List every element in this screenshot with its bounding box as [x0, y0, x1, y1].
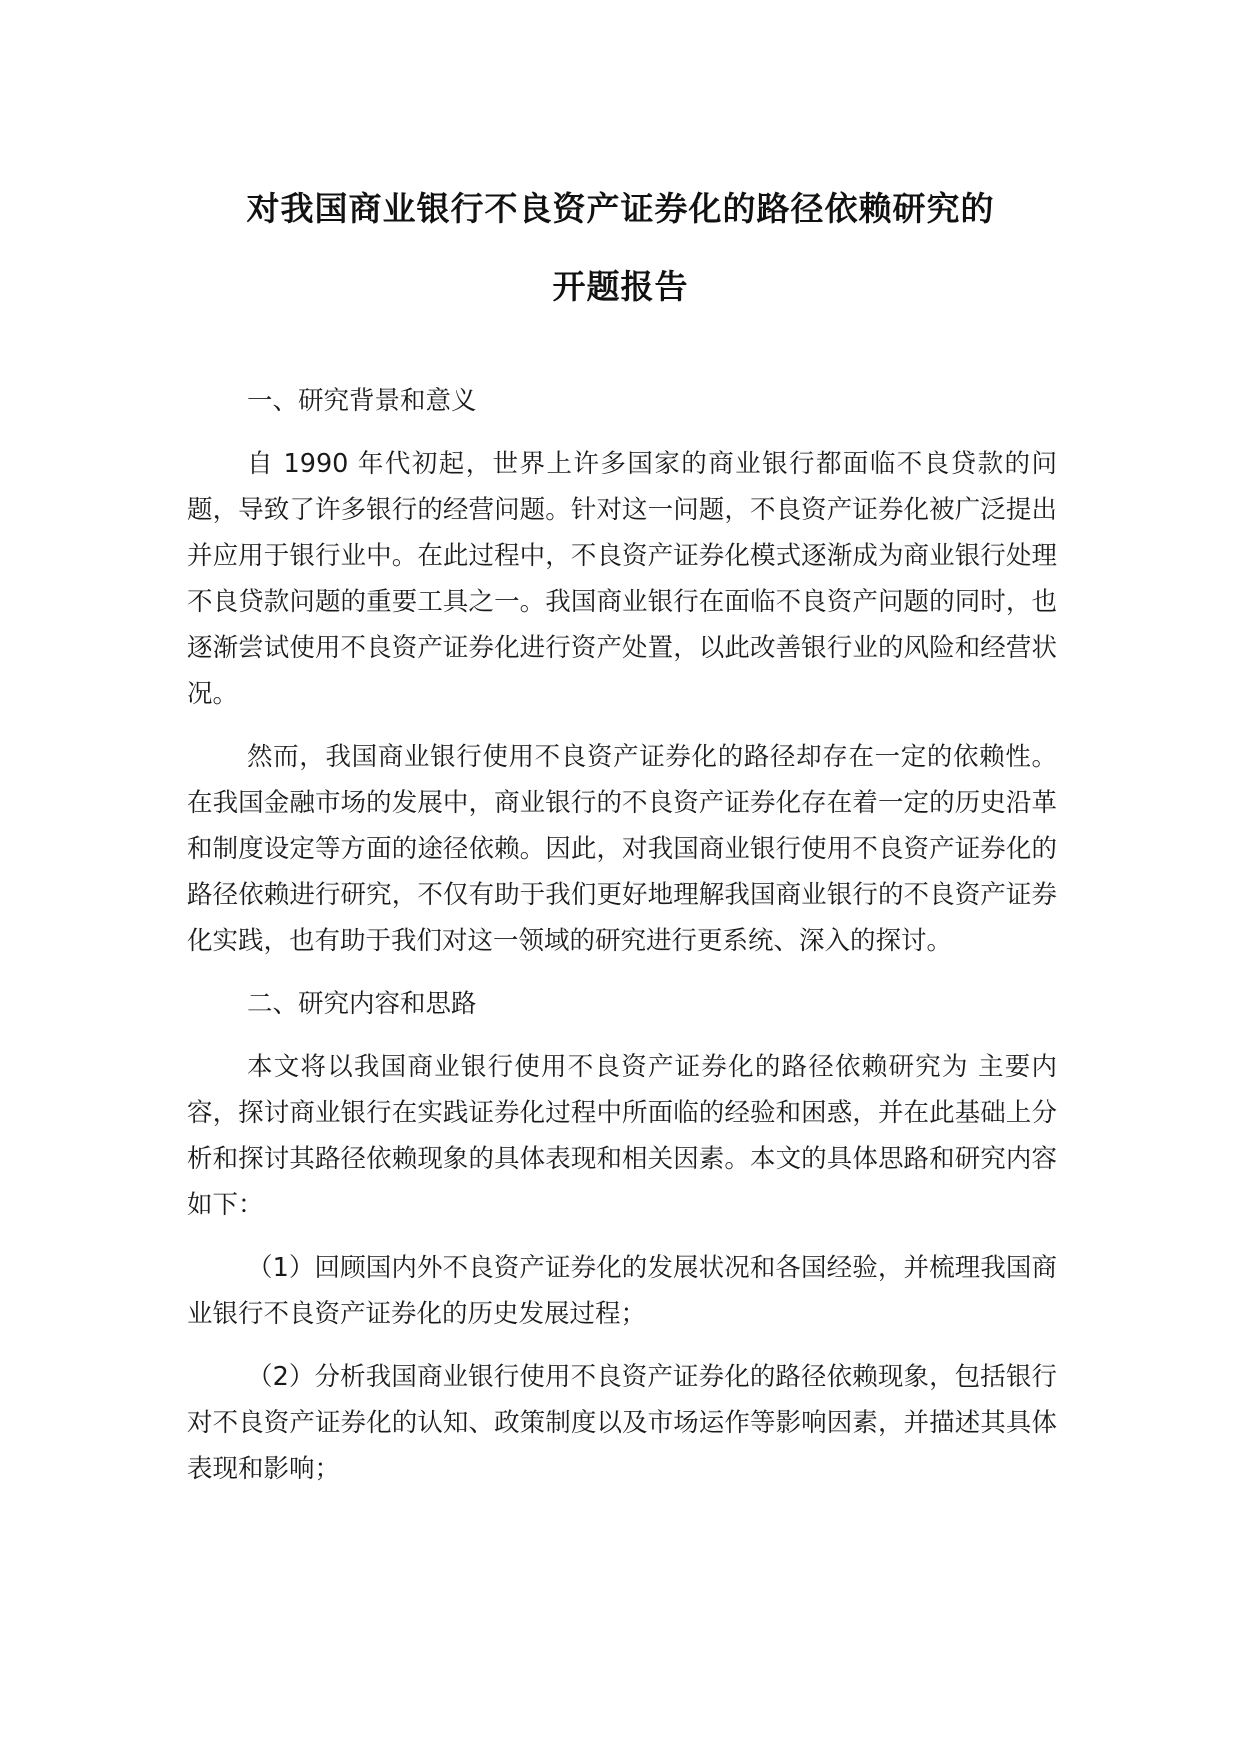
document-body — [187, 378, 1057, 1509]
section-2-heading: 二、研究内容和思路 — [247, 989, 477, 1019]
section-1-heading: 一、研究背景和意义 — [247, 386, 477, 416]
section-1-paragraph-1: 自 1990 年代初起，世界上许多国家的商业银行都面临不良贷款的问题，导致了许多银行的经营问题。针对这一问题，不良资产证券化被广泛提出并应用于银行业中。在此过程中，不良资产证券化模式逐渐成为商业银行处理不良贷款问题的重要工具之一。我国商业银行在面临不良资产问题的同时，也逐渐尝试使用不良资产证券化进行资产处置，以此改善银行业的风险和经营状况。 — [187, 449, 1057, 709]
section-2-item-1: （1）回顾国内外不良资产证券化的发展状况和各国经验，并梳理我国商业银行不良资产证券化的历史发展过程； — [187, 1253, 1057, 1329]
document-title-line-1: 对我国商业银行不良资产证券化的路径依赖研究的 — [246, 189, 995, 228]
document-title-line-2: 开题报告 — [552, 267, 689, 306]
section-2-item-2: （2）分析我国商业银行使用不良资产证券化的路径依赖现象，包括银行对不良资产证券化的认知、政策制度以及市场运作等影响因素，并描述其具体表现和影响； — [187, 1362, 1057, 1484]
section-1-paragraph-2: 然而，我国商业银行使用不良资产证券化的路径却存在一定的依赖性。在我国金融市场的发展中，商业银行的不良资产证券化存在着一定的历史沿革和制度设定等方面的途径依赖。因此，对我国商业银行使用不良资产证券化的路径依赖进行研究，不仅有助于我们更好地理解我国商业银行的不良资产证券化实践，也有助于我们对这一领域的研究进行更系统、深入的探讨。 — [187, 742, 1057, 956]
section-2-paragraph-1: 本文将以我国商业银行使用不良资产证券化的路径依赖研究为 主要内容，探讨商业银行在实践证券化过程中所面临的经验和困惑，并在此基础上分析和探讨其路径依赖现象的具体表现和相关因素。本文的具体思路和研究内容如下： — [187, 1052, 1057, 1220]
